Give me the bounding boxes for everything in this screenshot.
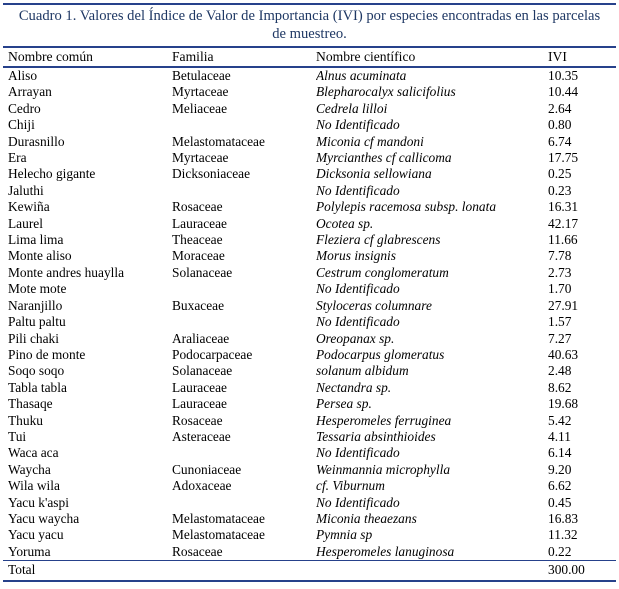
ivi-cell: 1.57 xyxy=(548,314,572,330)
scientific-name-cell: Hesperomeles lanuginosa xyxy=(316,543,455,559)
scientific-name-cell: Persea sp. xyxy=(316,396,372,412)
scientific-name-cell: Cestrum conglomeratum xyxy=(316,264,449,280)
table-row xyxy=(3,199,616,215)
scientific-name-cell: Tessaria absinthioides xyxy=(316,428,436,444)
common-name-cell: Aliso xyxy=(8,68,38,83)
ivi-cell: 0.80 xyxy=(548,117,572,133)
family-cell: Lauraceae xyxy=(172,396,227,412)
family-cell: Betulaceae xyxy=(172,68,231,83)
ivi-cell: 0.45 xyxy=(548,494,572,510)
common-name-cell: Monte andres huaylla xyxy=(8,264,125,280)
table-row xyxy=(3,265,616,281)
ivi-cell: 42.17 xyxy=(548,215,579,231)
common-name-cell: Waycha xyxy=(8,461,51,477)
common-name-cell: Waca aca xyxy=(8,445,59,461)
ivi-cell: 7.27 xyxy=(548,330,572,346)
header-ivi: IVI xyxy=(548,47,616,67)
table-row xyxy=(3,413,616,429)
ivi-cell: 2.48 xyxy=(548,363,572,379)
family-cell: Theaceae xyxy=(172,232,223,248)
scientific-name-cell: Myrcianthes cf callicoma xyxy=(316,150,452,166)
common-name-cell: Thasaqe xyxy=(8,396,53,412)
common-name-cell: Paltu paltu xyxy=(8,314,66,330)
header-row xyxy=(3,47,616,67)
ivi-cell: 0.25 xyxy=(548,166,572,182)
common-name-cell: Era xyxy=(8,150,27,166)
table-row xyxy=(3,183,616,199)
common-name-cell: Lima lima xyxy=(8,232,64,248)
common-name-cell: Soqo soqo xyxy=(8,363,65,379)
table-row xyxy=(3,232,616,248)
common-name-cell: Monte aliso xyxy=(8,248,72,264)
scientific-name-cell: Blepharocalyx salicifolius xyxy=(316,84,456,100)
scientific-name-cell: Miconia theaezans xyxy=(316,510,417,526)
ivi-cell: 27.91 xyxy=(548,297,579,313)
family-cell: Solanaceae xyxy=(172,363,233,379)
ivi-cell: 10.44 xyxy=(548,84,579,100)
scientific-name-cell: Pymnia sp xyxy=(316,527,373,543)
common-name-cell: Thuku xyxy=(8,412,43,428)
table-row xyxy=(3,396,616,412)
scientific-name-cell: Polylepis racemosa subsp. lonata xyxy=(316,199,497,215)
ivi-cell: 40.63 xyxy=(548,346,579,362)
ivi-cell: 2.73 xyxy=(548,264,572,280)
family-cell: Adoxaceae xyxy=(172,478,232,494)
table-body xyxy=(3,67,616,561)
scientific-name-cell: No Identificado xyxy=(316,281,400,297)
scientific-name-cell: Dicksonia sellowiana xyxy=(316,166,432,182)
family-cell: Lauraceae xyxy=(172,379,227,395)
family-cell: Araliaceae xyxy=(172,330,230,346)
family-cell: Cunoniaceae xyxy=(172,461,242,477)
table-row xyxy=(3,380,616,396)
family-cell: Lauraceae xyxy=(172,215,227,231)
ivi-cell: 7.78 xyxy=(548,248,572,264)
ivi-cell: 10.35 xyxy=(548,68,579,83)
table-row xyxy=(3,462,616,478)
common-name-cell: Wila wila xyxy=(8,478,60,494)
family-cell: Rosaceae xyxy=(172,199,223,215)
ivi-cell: 9.20 xyxy=(548,461,572,477)
family-cell: Solanaceae xyxy=(172,264,233,280)
scientific-name-cell: solanum albidum xyxy=(316,363,409,379)
table-row xyxy=(3,429,616,445)
ivi-cell: 19.68 xyxy=(548,396,579,412)
table-row xyxy=(3,84,616,100)
table-row xyxy=(3,527,616,543)
total-value: 300.00 xyxy=(548,561,616,582)
family-cell: Dicksoniaceae xyxy=(172,166,251,182)
ivi-cell: 16.83 xyxy=(548,510,579,526)
table-row xyxy=(3,298,616,314)
common-name-cell: Chiji xyxy=(8,117,35,133)
common-name-cell: Laurel xyxy=(8,215,43,231)
common-name-cell: Durasnillo xyxy=(8,133,65,149)
table-row xyxy=(3,495,616,511)
ivi-cell: 0.23 xyxy=(548,182,572,198)
scientific-name-cell: No Identificado xyxy=(316,314,400,330)
table-footer xyxy=(3,561,616,582)
total-label: Total xyxy=(3,561,548,582)
ivi-table xyxy=(3,46,616,582)
common-name-cell: Yacu waycha xyxy=(8,510,80,526)
scientific-name-cell: No Identificado xyxy=(316,494,400,510)
common-name-cell: Mote mote xyxy=(8,281,67,297)
family-cell: Moraceae xyxy=(172,248,225,264)
family-cell xyxy=(172,183,316,199)
ivi-cell: 8.62 xyxy=(548,379,572,395)
ivi-cell: 0.22 xyxy=(548,543,572,559)
table-row xyxy=(3,67,616,84)
ivi-cell: 6.14 xyxy=(548,445,572,461)
common-name-cell: Tui xyxy=(8,428,27,444)
table-row xyxy=(3,511,616,527)
scientific-name-cell: Podocarpus glomeratus xyxy=(316,346,445,362)
table-row xyxy=(3,166,616,182)
ivi-cell: 11.32 xyxy=(548,527,578,543)
family-cell xyxy=(172,281,316,297)
common-name-cell: Helecho gigante xyxy=(8,166,96,182)
scientific-name-cell: No Identificado xyxy=(316,445,400,461)
common-name-cell: Pino de monte xyxy=(8,346,86,362)
family-cell: Asteraceae xyxy=(172,428,231,444)
family-cell: Meliaceae xyxy=(172,100,228,116)
table-row xyxy=(3,248,616,264)
ivi-cell: 5.42 xyxy=(548,412,572,428)
ivi-cell: 6.74 xyxy=(548,133,572,149)
scientific-name-cell: Styloceras columnare xyxy=(316,297,432,313)
family-cell xyxy=(172,445,316,461)
total-row xyxy=(3,561,616,582)
scientific-name-cell: cf. Viburnum xyxy=(316,478,385,494)
common-name-cell: Kewiña xyxy=(8,199,50,215)
table-row xyxy=(3,331,616,347)
scientific-name-cell: Miconia cf mandoni xyxy=(316,133,424,149)
table-row xyxy=(3,134,616,150)
ivi-cell: 6.62 xyxy=(548,478,572,494)
scientific-name-cell: No Identificado xyxy=(316,182,400,198)
ivi-cell: 17.75 xyxy=(548,150,579,166)
table-row xyxy=(3,314,616,330)
table-caption: Cuadro 1. Valores del Índice de Valor de Importancia (IVI) por especies encontradas en las parcelas de muestreo. xyxy=(18,8,601,42)
header-familia: Familia xyxy=(172,47,316,67)
header-nombre-cientifico: Nombre científico xyxy=(316,47,548,67)
table-header xyxy=(3,47,616,67)
family-cell: Rosaceae xyxy=(172,412,223,428)
table-row xyxy=(3,363,616,379)
scientific-name-cell: Ocotea sp. xyxy=(316,215,374,231)
scientific-name-cell: No Identificado xyxy=(316,117,400,133)
ivi-cell: 16.31 xyxy=(548,199,579,215)
table-row xyxy=(3,150,616,166)
family-cell: Rosaceae xyxy=(172,543,223,559)
family-cell xyxy=(172,314,316,330)
common-name-cell: Yacu k'aspi xyxy=(8,494,69,510)
table-row xyxy=(3,281,616,297)
common-name-cell: Tabla tabla xyxy=(8,379,67,395)
common-name-cell: Naranjillo xyxy=(8,297,63,313)
scientific-name-cell: Morus insignis xyxy=(316,248,396,264)
table-row xyxy=(3,544,616,561)
family-cell: Buxaceae xyxy=(172,297,225,313)
table-row xyxy=(3,101,616,117)
family-cell: Myrtaceae xyxy=(172,150,229,166)
table-row xyxy=(3,117,616,133)
scientific-name-cell: Alnus acuminata xyxy=(316,68,407,83)
ivi-cell: 4.11 xyxy=(548,428,571,444)
table-row xyxy=(3,445,616,461)
family-cell xyxy=(172,117,316,133)
family-cell: Melastomataceae xyxy=(172,510,265,526)
scientific-name-cell: Weinmannia microphylla xyxy=(316,461,451,477)
family-cell: Melastomataceae xyxy=(172,527,265,543)
header-nombre-comun: Nombre común xyxy=(3,47,172,67)
family-cell xyxy=(172,495,316,511)
common-name-cell: Cedro xyxy=(8,100,41,116)
family-cell: Melastomataceae xyxy=(172,133,265,149)
ivi-cell: 1.70 xyxy=(548,281,572,297)
ivi-cell: 2.64 xyxy=(548,100,572,116)
scientific-name-cell: Nectandra sp. xyxy=(316,379,392,395)
common-name-cell: Yacu yacu xyxy=(8,527,64,543)
scientific-name-cell: Fleziera cf glabrescens xyxy=(316,232,441,248)
common-name-cell: Pili chaki xyxy=(8,330,59,346)
common-name-cell: Jaluthi xyxy=(8,182,44,198)
scientific-name-cell: Cedrela lilloi xyxy=(316,100,388,116)
table-row xyxy=(3,216,616,232)
common-name-cell: Yoruma xyxy=(8,543,51,559)
common-name-cell: Arrayan xyxy=(8,84,52,100)
family-cell: Myrtaceae xyxy=(172,84,229,100)
table-row xyxy=(3,478,616,494)
table-row xyxy=(3,347,616,363)
scientific-name-cell: Oreopanax sp. xyxy=(316,330,395,346)
scientific-name-cell: Hesperomeles ferruginea xyxy=(316,412,452,428)
family-cell: Podocarpaceae xyxy=(172,346,253,362)
ivi-cell: 11.66 xyxy=(548,232,578,248)
